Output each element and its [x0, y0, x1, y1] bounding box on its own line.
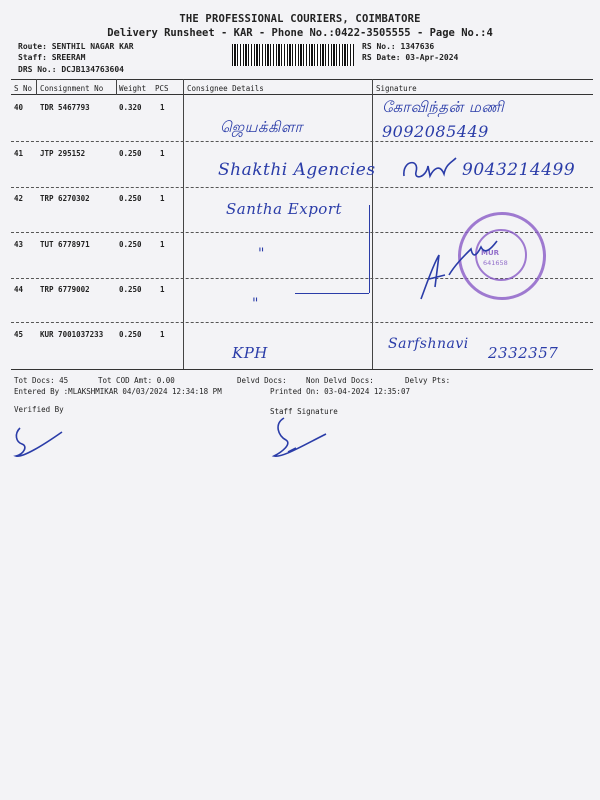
barcode: [232, 44, 354, 66]
staff-label: Staff: SREERAM: [18, 53, 86, 62]
ditto-mark: ": [258, 246, 265, 262]
handwritten-signature-scribble: [415, 235, 505, 305]
row-consignment: JTP 295152: [40, 149, 86, 158]
row-sno: 43: [14, 240, 24, 249]
non-delivered-docs: Non Delvd Docs:: [306, 376, 374, 385]
row-weight: 0.250: [119, 194, 142, 203]
col-header-sno: S No: [14, 84, 33, 93]
col-divider: [116, 79, 117, 95]
row-consignment: TUT 6778971: [40, 240, 90, 249]
handwritten-consignee: Shakthi Agencies: [218, 160, 376, 180]
total-docs: Tot Docs: 45: [14, 376, 69, 385]
col-header-consignee: Consignee Details: [187, 84, 264, 93]
handwritten-phone: 9092085449: [382, 122, 489, 141]
handwritten-signature: Sarfshnavi: [388, 336, 469, 352]
row-sno: 45: [14, 330, 24, 339]
handwritten-bracket: [369, 205, 370, 293]
col-header-weight: Weight: [119, 84, 147, 93]
row-consignment: TRP 6270302: [40, 194, 90, 203]
row-weight: 0.250: [119, 285, 142, 294]
row-pcs: 1: [160, 330, 165, 339]
rs-date: RS Date: 03-Apr-2024: [362, 53, 459, 62]
delivered-docs: Delvd Docs:: [237, 376, 287, 385]
row-separator: [11, 141, 593, 142]
verified-signature-scribble: [12, 424, 72, 464]
handwritten-signature-scribble: [400, 154, 460, 184]
row-sno: 44: [14, 285, 24, 294]
col-header-pcs: PCS: [155, 84, 169, 93]
row-separator: [11, 322, 593, 323]
verified-by-label: Verified By: [14, 405, 64, 414]
row-weight: 0.250: [119, 149, 142, 158]
handwritten-consignee: Santha Export: [226, 200, 343, 218]
row-consignment: TRP 6779002: [40, 285, 90, 294]
printed-on: Printed On: 03-04-2024 12:35:07: [270, 387, 410, 396]
table-bottom-border: [11, 369, 593, 370]
col-header-signature: Signature: [376, 84, 417, 93]
stamp-text: MUR: [481, 249, 500, 257]
row-pcs: 1: [160, 240, 165, 249]
row-pcs: 1: [160, 149, 165, 158]
delivery-points: Delvy Pts:: [405, 376, 451, 385]
col-divider: [372, 79, 373, 369]
row-consignment: TDR 5467793: [40, 103, 90, 112]
row-consignment: KUR 7001037233: [40, 330, 104, 339]
row-weight: 0.320: [119, 103, 142, 112]
handwritten-phone: 2332357: [488, 344, 559, 362]
table-header-border: [11, 94, 593, 95]
route-label: Route: SENTHIL NAGAR KAR: [18, 42, 134, 51]
runsheet-subtitle: Delivery Runsheet - KAR - Phone No.:0422-3505555 - Page No.:4: [107, 27, 493, 39]
col-divider: [183, 79, 184, 369]
row-weight: 0.250: [119, 240, 142, 249]
rs-number: RS No.: 1347636: [362, 42, 435, 51]
row-sno: 41: [14, 149, 24, 158]
row-sno: 42: [14, 194, 24, 203]
ditto-mark: ": [252, 296, 259, 312]
row-pcs: 1: [160, 285, 165, 294]
col-header-consignment: Consignment No: [40, 84, 104, 93]
table-top-border: [11, 79, 593, 80]
handwritten-signature: கோவிந்தன் மணி: [382, 98, 505, 116]
handwritten-consignee: ஜெயக்கிளா: [220, 118, 303, 136]
row-pcs: 1: [160, 194, 165, 203]
handwritten-phone: 9043214499: [462, 160, 576, 180]
col-divider: [36, 79, 37, 95]
row-weight: 0.250: [119, 330, 142, 339]
entered-by: Entered By :MLAKSHMIKAR 04/03/2024 12:34:18 PM: [14, 387, 222, 396]
row-separator: [11, 187, 593, 188]
handwritten-consignee: KPH: [232, 344, 268, 362]
staff-signature-label: Staff Signature: [270, 407, 338, 416]
stamp-code: 641658: [483, 259, 508, 267]
row-sno: 40: [14, 103, 24, 112]
drs-number: DRS No.: DCJB134763604: [18, 65, 124, 74]
row-pcs: 1: [160, 103, 165, 112]
handwritten-bracket: [295, 293, 369, 294]
staff-signature-scribble: [268, 412, 333, 462]
company-title: THE PROFESSIONAL COURIERS, COIMBATORE: [179, 13, 421, 25]
total-cod: Tot COD Amt: 0.00: [98, 376, 175, 385]
